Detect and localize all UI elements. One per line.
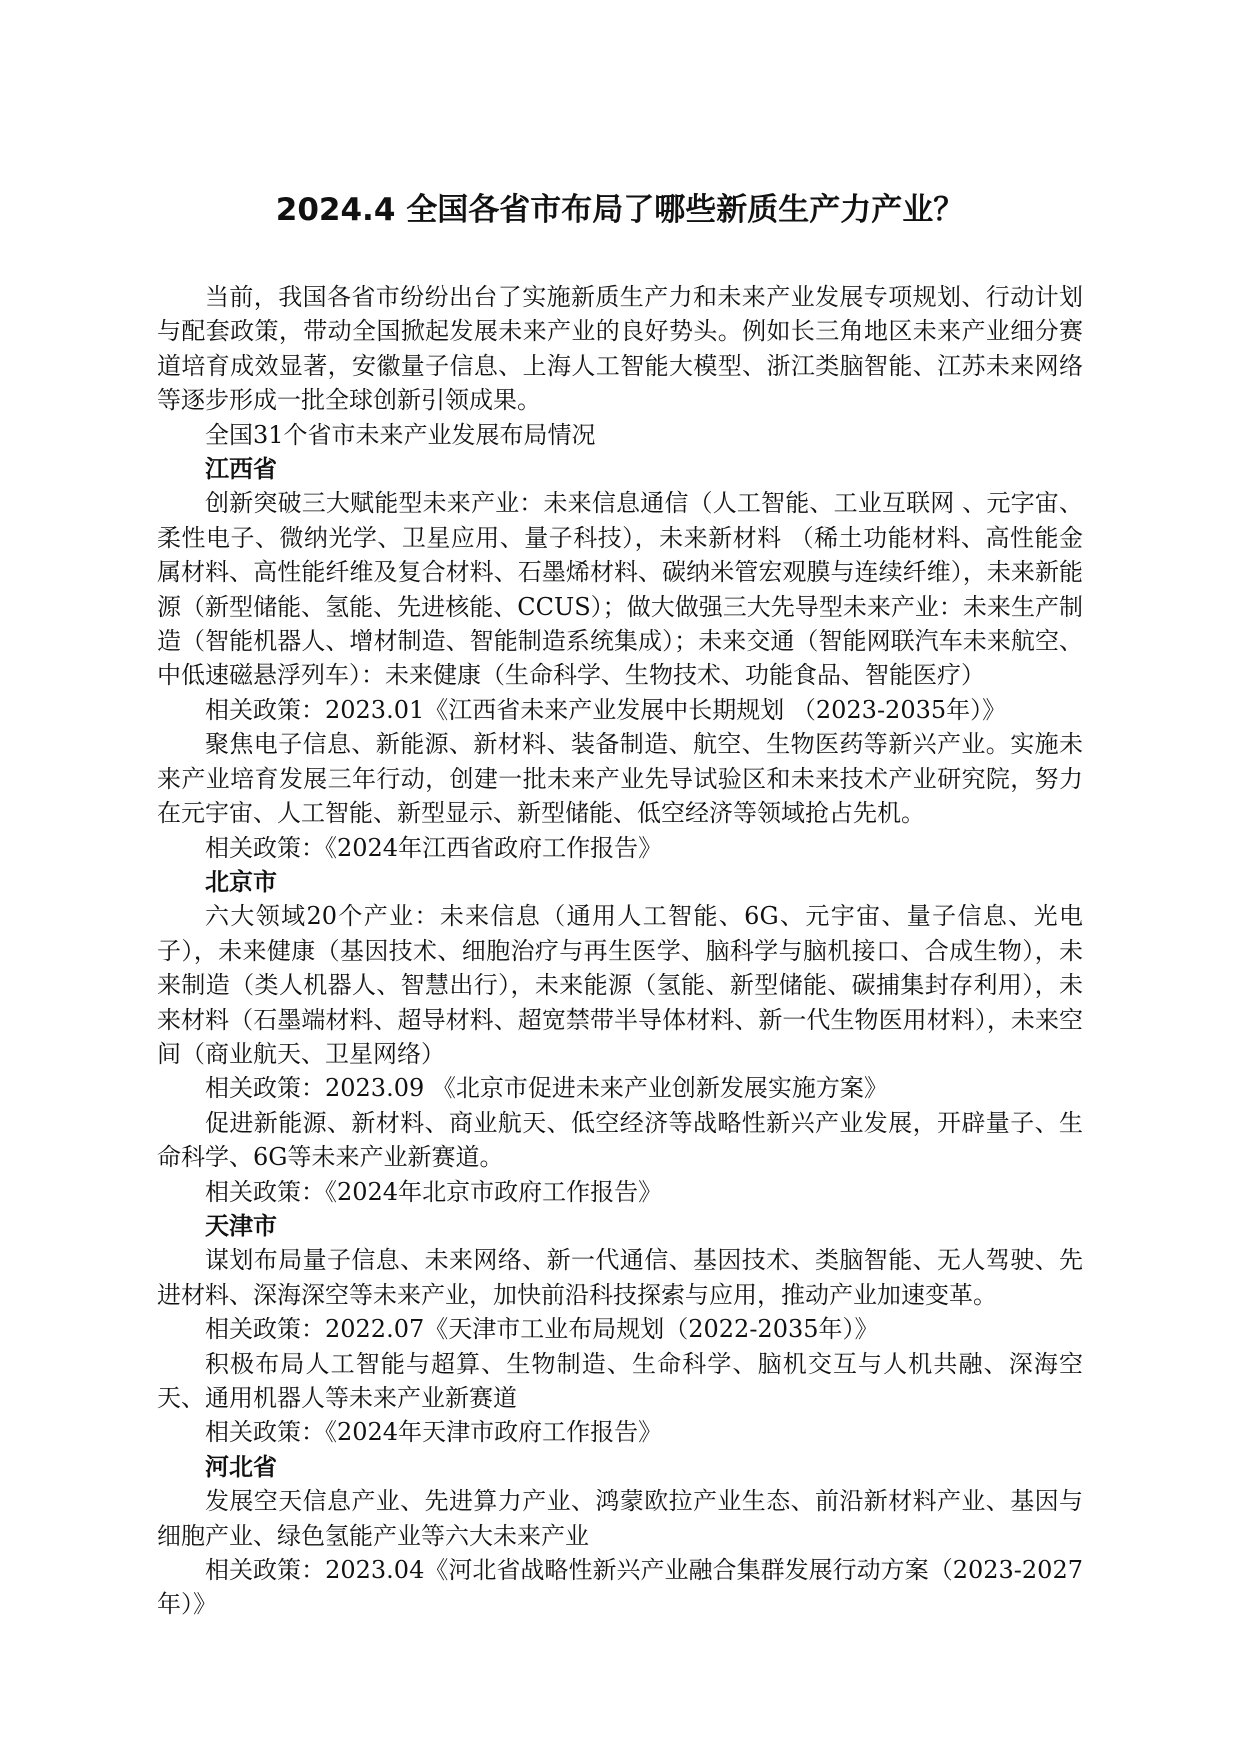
section-paragraph: 发展空天信息产业、先进算力产业、鸿蒙欧拉产业生态、前沿新材料产业、基因与细胞产业、绿色氢能产业等六大未来产业 — [157, 1487, 1083, 1550]
section-paragraph: 聚焦电子信息、新能源、新材料、装备制造、航空、生物医药等新兴产业。实施未来产业培育发展三年行动，创建一批未来产业先导试验区和未来技术产业研究院，努力在元宇宙、人工智能、新型显示、新型储能、低空经济等领域抢占先机。 — [157, 730, 1083, 828]
document-body — [157, 280, 1083, 1622]
section-paragraph: 积极布局人工智能与超算、生物制造、生命科学、脑机交互与人机共融、深海空天、通用机器人等未来产业新赛道 — [157, 1349, 1083, 1412]
section-paragraph: 六大领域20个产业：未来信息（通用人工智能、6G、元宇宙、量子信息、光电子），未来健康（基因技术、细胞治疗与再生医学、脑科学与脑机接口、合成生物），未来制造（类人机器人、智慧出行），未来能源（氢能、新型储能、碳捕集封存利用），未来材料（石墨端材料、超导材料、超宽禁带半导体材料、新一代生物医用材料），未来空间（商业航天、卫星网络） — [157, 902, 1083, 1068]
policy-line: 相关政策：《2024年北京市政府工作报告》 — [205, 1177, 663, 1206]
section-heading-jiangxi: 江西省 — [205, 455, 277, 484]
section-paragraph: 创新突破三大赋能型未来产业：未来信息通信（人工智能、工业互联网 、元字宙、柔性电子、微纳光学、卫星应用、量子科技），未来新材料 （稀土功能材料、高性能金属材料、高性能纤维及复合材料、石墨烯材料、碳纳米管宏观膜与连续纤维），未来新能源（新型储能、氢能、先进核能、CCUS）；做大做强三大先导型未来产业：未来生产制造（智能机器人、增材制造、智能制造系统集成）；未来交通（智能网联汽车未来航空、中低速磁悬浮列车）：未来健康（生命科学、生物技术、功能食品、智能医疗） — [157, 489, 1083, 690]
overview-label: 全国31个省市未来产业发展布局情况 — [205, 420, 596, 449]
policy-line: 相关政策：2022.07《天津市工业布局规划（2022-2035年）》 — [205, 1315, 879, 1344]
section-paragraph: 谋划布局量子信息、未来网络、新一代通信、基因技术、类脑智能、无人驾驶、先进材料、深海深空等未来产业，加快前沿科技探索与应用，推动产业加速变革。 — [157, 1246, 1083, 1309]
policy-line: 相关政策：《2024年江西省政府工作报告》 — [205, 833, 663, 862]
policy-line: 相关政策：2023.04《河北省战略性新兴产业融合集群发展行动方案（2023-2027年）》 — [157, 1556, 1083, 1619]
section-heading-beijing: 北京市 — [205, 867, 277, 896]
section-heading-tianjin: 天津市 — [205, 1211, 277, 1240]
document-title: 2024.4 全国各省市布局了哪些新质生产力产业？ — [275, 192, 965, 228]
intro-paragraph: 当前，我国各省市纷纷出台了实施新质生产力和未来产业发展专项规划、行动计划与配套政策，带动全国掀起发展未来产业的良好势头。例如长三角地区未来产业细分赛道培育成效显著，安徽量子信息、上海人工智能大模型、浙江类脑智能、江苏未来网络等逐步形成一批全球创新引领成果。 — [157, 283, 1083, 415]
section-heading-hebei: 河北省 — [205, 1452, 277, 1481]
section-paragraph: 促进新能源、新材料、商业航天、低空经济等战略性新兴产业发展，开辟量子、生命科学、6G等未来产业新赛道。 — [157, 1108, 1083, 1172]
policy-line: 相关政策：2023.09 《北京市促进未来产业创新发展实施方案》 — [205, 1074, 888, 1103]
policy-line: 相关政策：2023.01《江西省未来产业发展中长期规划 （2023-2035年）》 — [205, 695, 1007, 724]
policy-line: 相关政策：《2024年天津市政府工作报告》 — [205, 1418, 663, 1447]
